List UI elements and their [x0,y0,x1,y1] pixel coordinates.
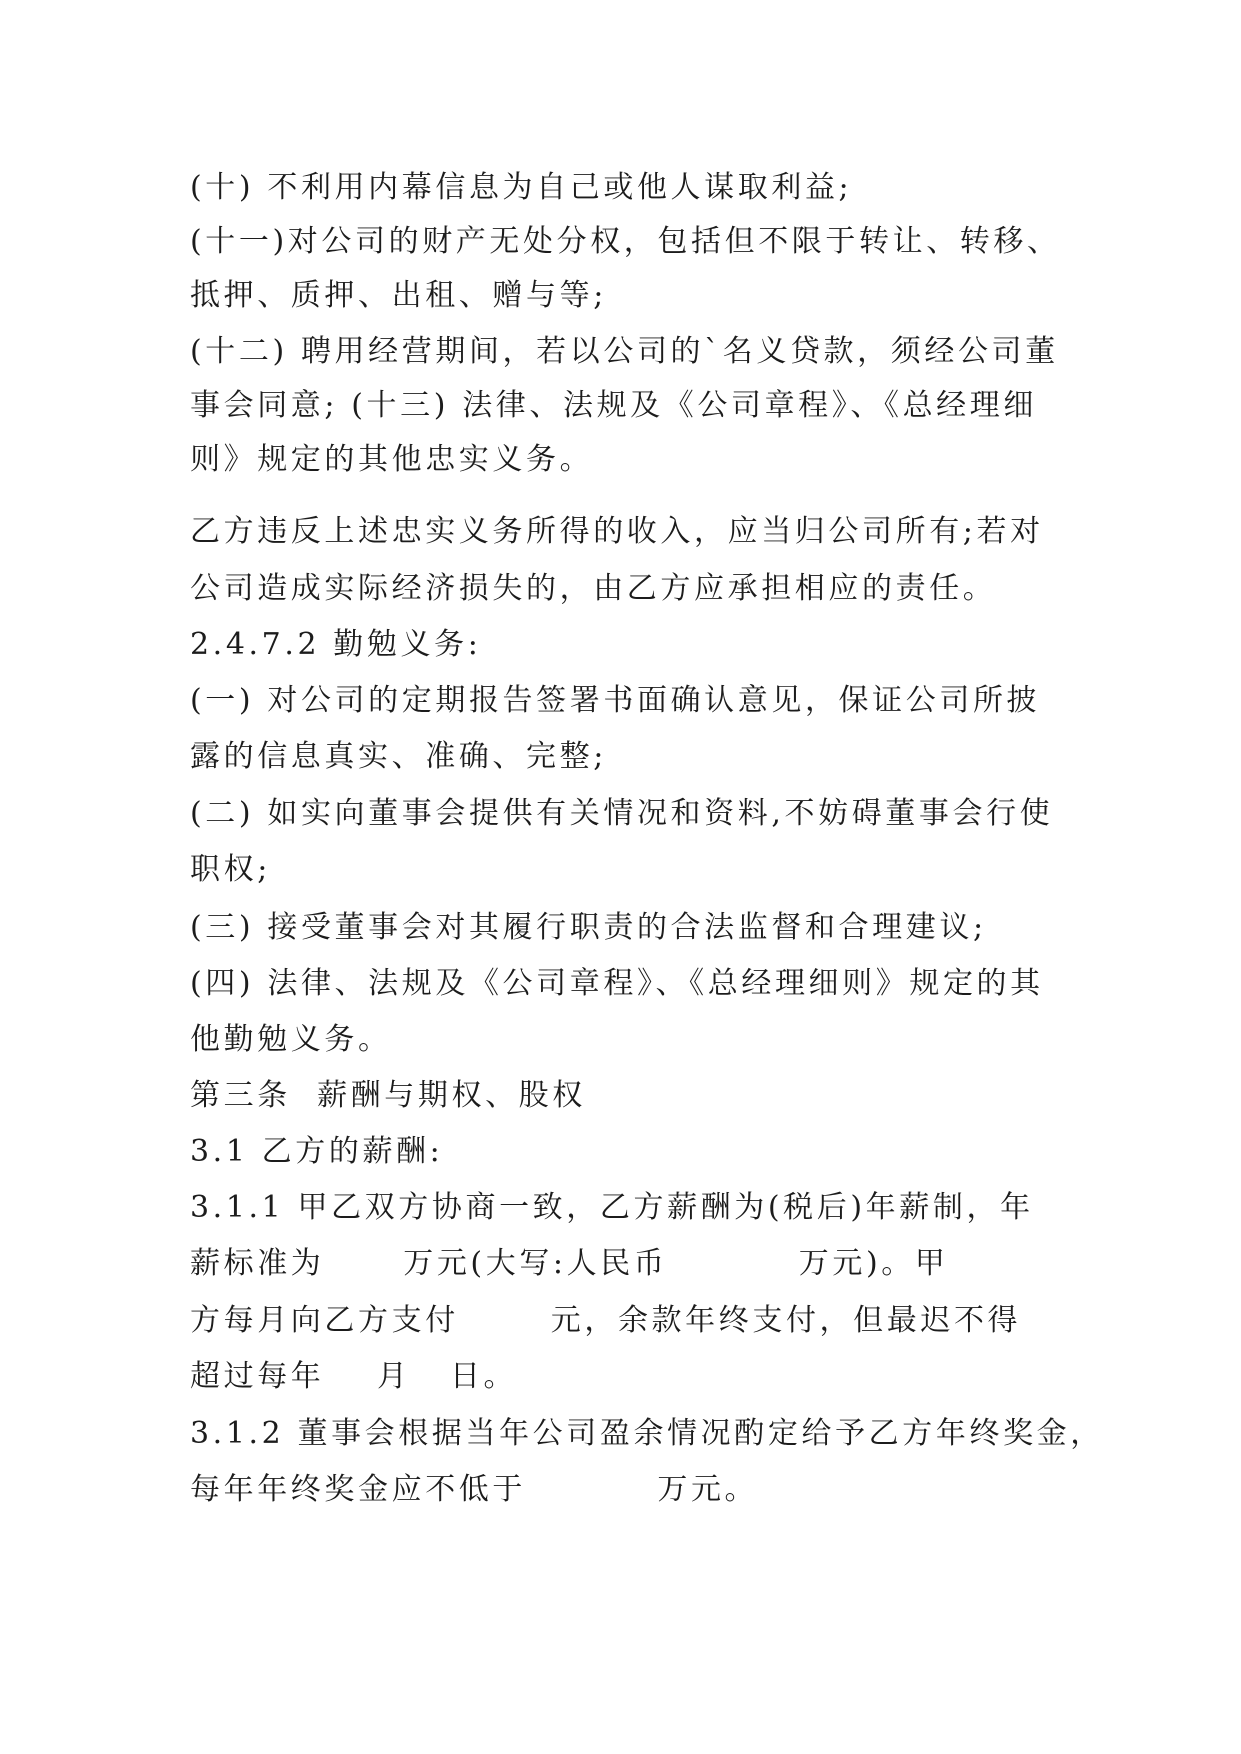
text-line: (十一)对公司的财产无处分权，包括但不限于转让、转移、 [190,224,1061,259]
text-line: (十) 不利用内幕信息为自己或他人谋取利益; [190,170,853,205]
text-line: 则》规定的其他忠实义务。 [190,442,594,477]
text-line: 事会同意; (十三) 法律、法规及《公司章程》、《总经理细 [190,388,1037,423]
text-line: 职权; [190,852,271,887]
text-line: 乙方违反上述忠实义务所得的收入，应当归公司所有;若对 [190,514,1044,549]
section-heading: 2.4.7.2 勤勉义务: [190,627,482,662]
text-line: (一) 对公司的定期报告签署书面确认意见，保证公司所披 [190,683,1041,718]
text-line: 抵押、质押、出租、赠与等; [190,278,607,313]
article-heading: 第三条 薪酬与期权、股权 [190,1078,586,1113]
text-line: 每年年终奖金应不低于 万元。 [190,1472,759,1507]
text-line: 3.1.1 甲乙双方协商一致，乙方薪酬为(税后)年薪制，年 [190,1190,1034,1225]
section-heading: 3.1 乙方的薪酬: [190,1134,444,1169]
text-line: 露的信息真实、准确、完整; [190,739,607,774]
text-line: (二) 如实向董事会提供有关情况和资料,不妨碍董事会行使 [190,796,1054,831]
text-line: 3.1.2 董事会根据当年公司盈余情况酌定给予乙方年终奖金， [190,1416,1104,1451]
text-line: 超过每年 月 日。 [190,1359,518,1394]
text-line: 方每月向乙方支付 元，余款年终支付，但最迟不得 [190,1303,1022,1338]
text-line: 他勤勉义务。 [190,1022,392,1057]
text-line: 薪标准为 万元(大写:人民币 万元)。甲 [190,1246,949,1281]
text-line: (十二) 聘用经营期间，若以公司的`名义贷款，须经公司董 [190,334,1059,369]
text-line: (三) 接受董事会对其履行职责的合法监督和合理建议; [190,910,987,945]
text-line: (四) 法律、法规及《公司章程》、《总经理细则》规定的其 [190,966,1044,1001]
text-line: 公司造成实际经济损失的，由乙方应承担相应的责任。 [190,571,997,606]
